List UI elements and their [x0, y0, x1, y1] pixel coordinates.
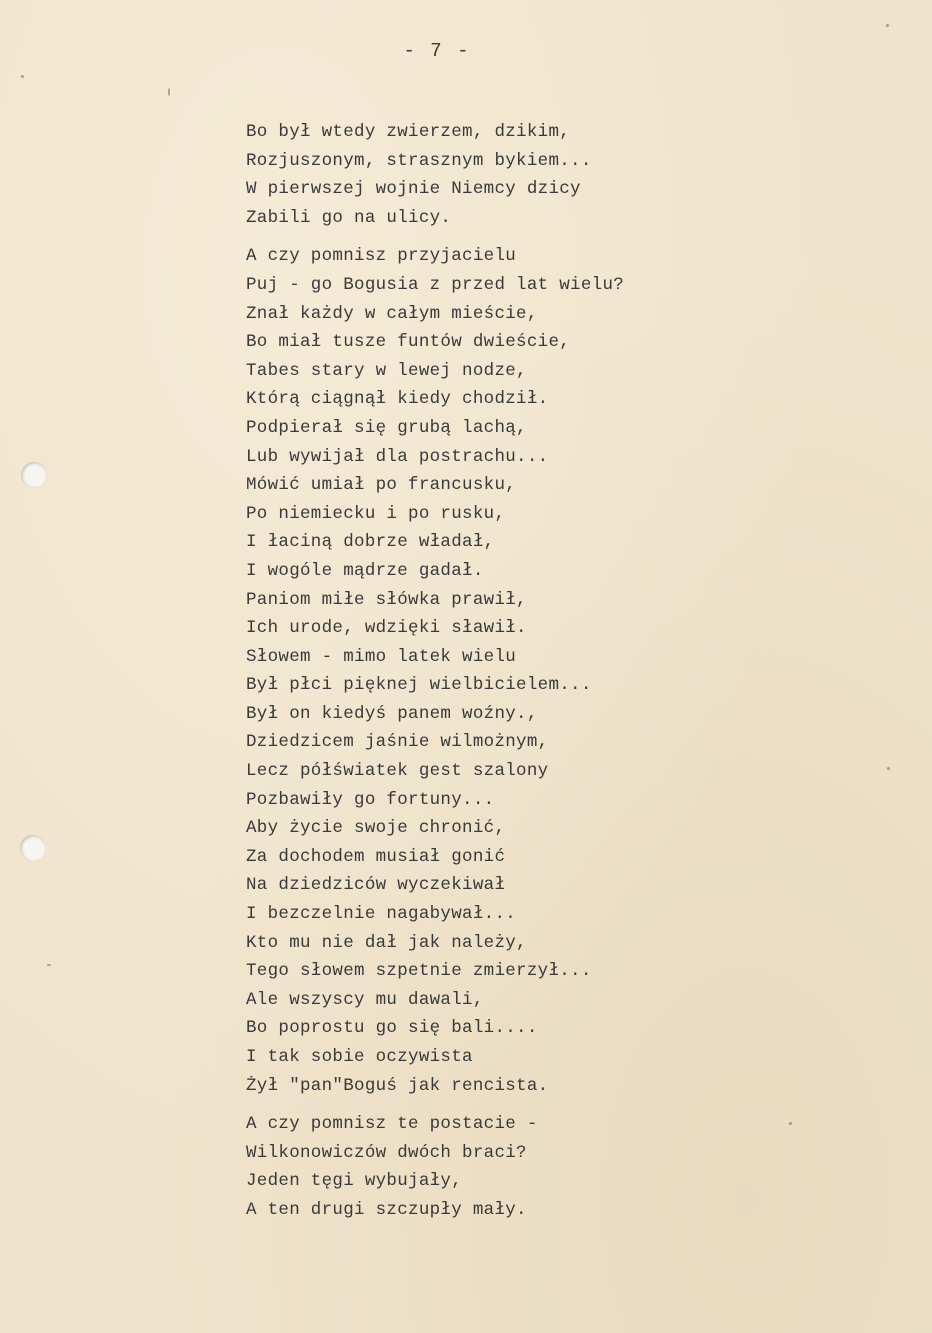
poem-line: Bo poprostu go się bali.... [246, 1018, 538, 1039]
poem-line: Za dochodem musiał gonić [246, 846, 506, 867]
poem-line: Znał każdy w całym mieście, [246, 303, 538, 324]
poem-line: Był płci pięknej wielbicielem... [246, 675, 592, 696]
poem-line: Aby życie swoje chronić, [246, 818, 506, 839]
poem-line: Po niemiecku i po rusku, [246, 503, 506, 524]
poem-line: Tabes stary w lewej nodze, [246, 360, 527, 381]
poem-line: Dziedzicem jaśnie wilmożnym, [246, 732, 549, 753]
poem-line: Bo miał tusze funtów dwieście, [246, 332, 571, 353]
poem-line: Pozbawiły go fortuny... [246, 789, 495, 810]
punch-hole-bottom [20, 835, 46, 861]
poem-line: A czy pomnisz te postacie - [246, 1114, 538, 1135]
poem-line: Na dziedziców wyczekiwał [246, 875, 506, 896]
poem-line: Lub wywijał dla postrachu... [246, 446, 549, 467]
page-number: - 7 - [403, 40, 471, 62]
stanza-2 [246, 242, 886, 1100]
poem-line: Puj - go Bogusia z przed lat wielu? [246, 274, 625, 295]
stanza-1 [246, 118, 886, 232]
poem-line: Tego słowem szpetnie zmierzył... [246, 961, 592, 982]
poem [246, 118, 886, 1235]
punch-hole-top [21, 462, 47, 488]
poem-line: Żył "pan"Boguś jak rencista. [246, 1075, 549, 1096]
poem-line: Zabili go na ulicy. [246, 207, 452, 228]
poem-line: A ten drugi szczupły mały. [246, 1199, 527, 1220]
poem-line: I bezczelnie nagabywał... [246, 904, 517, 925]
poem-line: Podpierał się grubą lachą, [246, 417, 527, 438]
poem-line: Był on kiedyś panem woźny., [246, 703, 538, 724]
stanza-3 [246, 1110, 886, 1224]
paper-speck [21, 75, 24, 78]
poem-line: Ale wszyscy mu dawali, [246, 989, 484, 1010]
poem-line: Ich urode, wdzięki sławił. [246, 618, 527, 639]
poem-line: A czy pomnisz przyjacielu [246, 246, 517, 267]
poem-line: Paniom miłe słówka prawił, [246, 589, 527, 610]
paper-speck [47, 964, 51, 966]
paper-speck [887, 767, 890, 770]
poem-line: I wogóle mądrze gadał. [246, 560, 484, 581]
poem-line: I łaciną dobrze władał, [246, 532, 495, 553]
poem-line: Rozjuszonym, strasznym bykiem... [246, 150, 592, 171]
poem-line: Bo był wtedy zwierzem, dzikim, [246, 122, 571, 142]
poem-line: Słowem - mimo latek wielu [246, 646, 517, 667]
poem-line: Lecz półświatek gest szalony [246, 761, 549, 782]
poem-line: Kto mu nie dał jak należy, [246, 932, 527, 953]
poem-line: Mówić umiał po francusku, [246, 475, 517, 496]
poem-line: W pierwszej wojnie Niemcy dzicy [246, 179, 581, 200]
poem-line: Jeden tęgi wybujały, [246, 1171, 463, 1192]
paper-speck [168, 88, 170, 96]
paper-speck [886, 24, 889, 27]
poem-line: Wilkonowiczów dwóch braci? [246, 1142, 527, 1163]
poem-line: I tak sobie oczywista [246, 1047, 473, 1067]
poem-line: Którą ciągnął kiedy chodził. [246, 389, 549, 410]
